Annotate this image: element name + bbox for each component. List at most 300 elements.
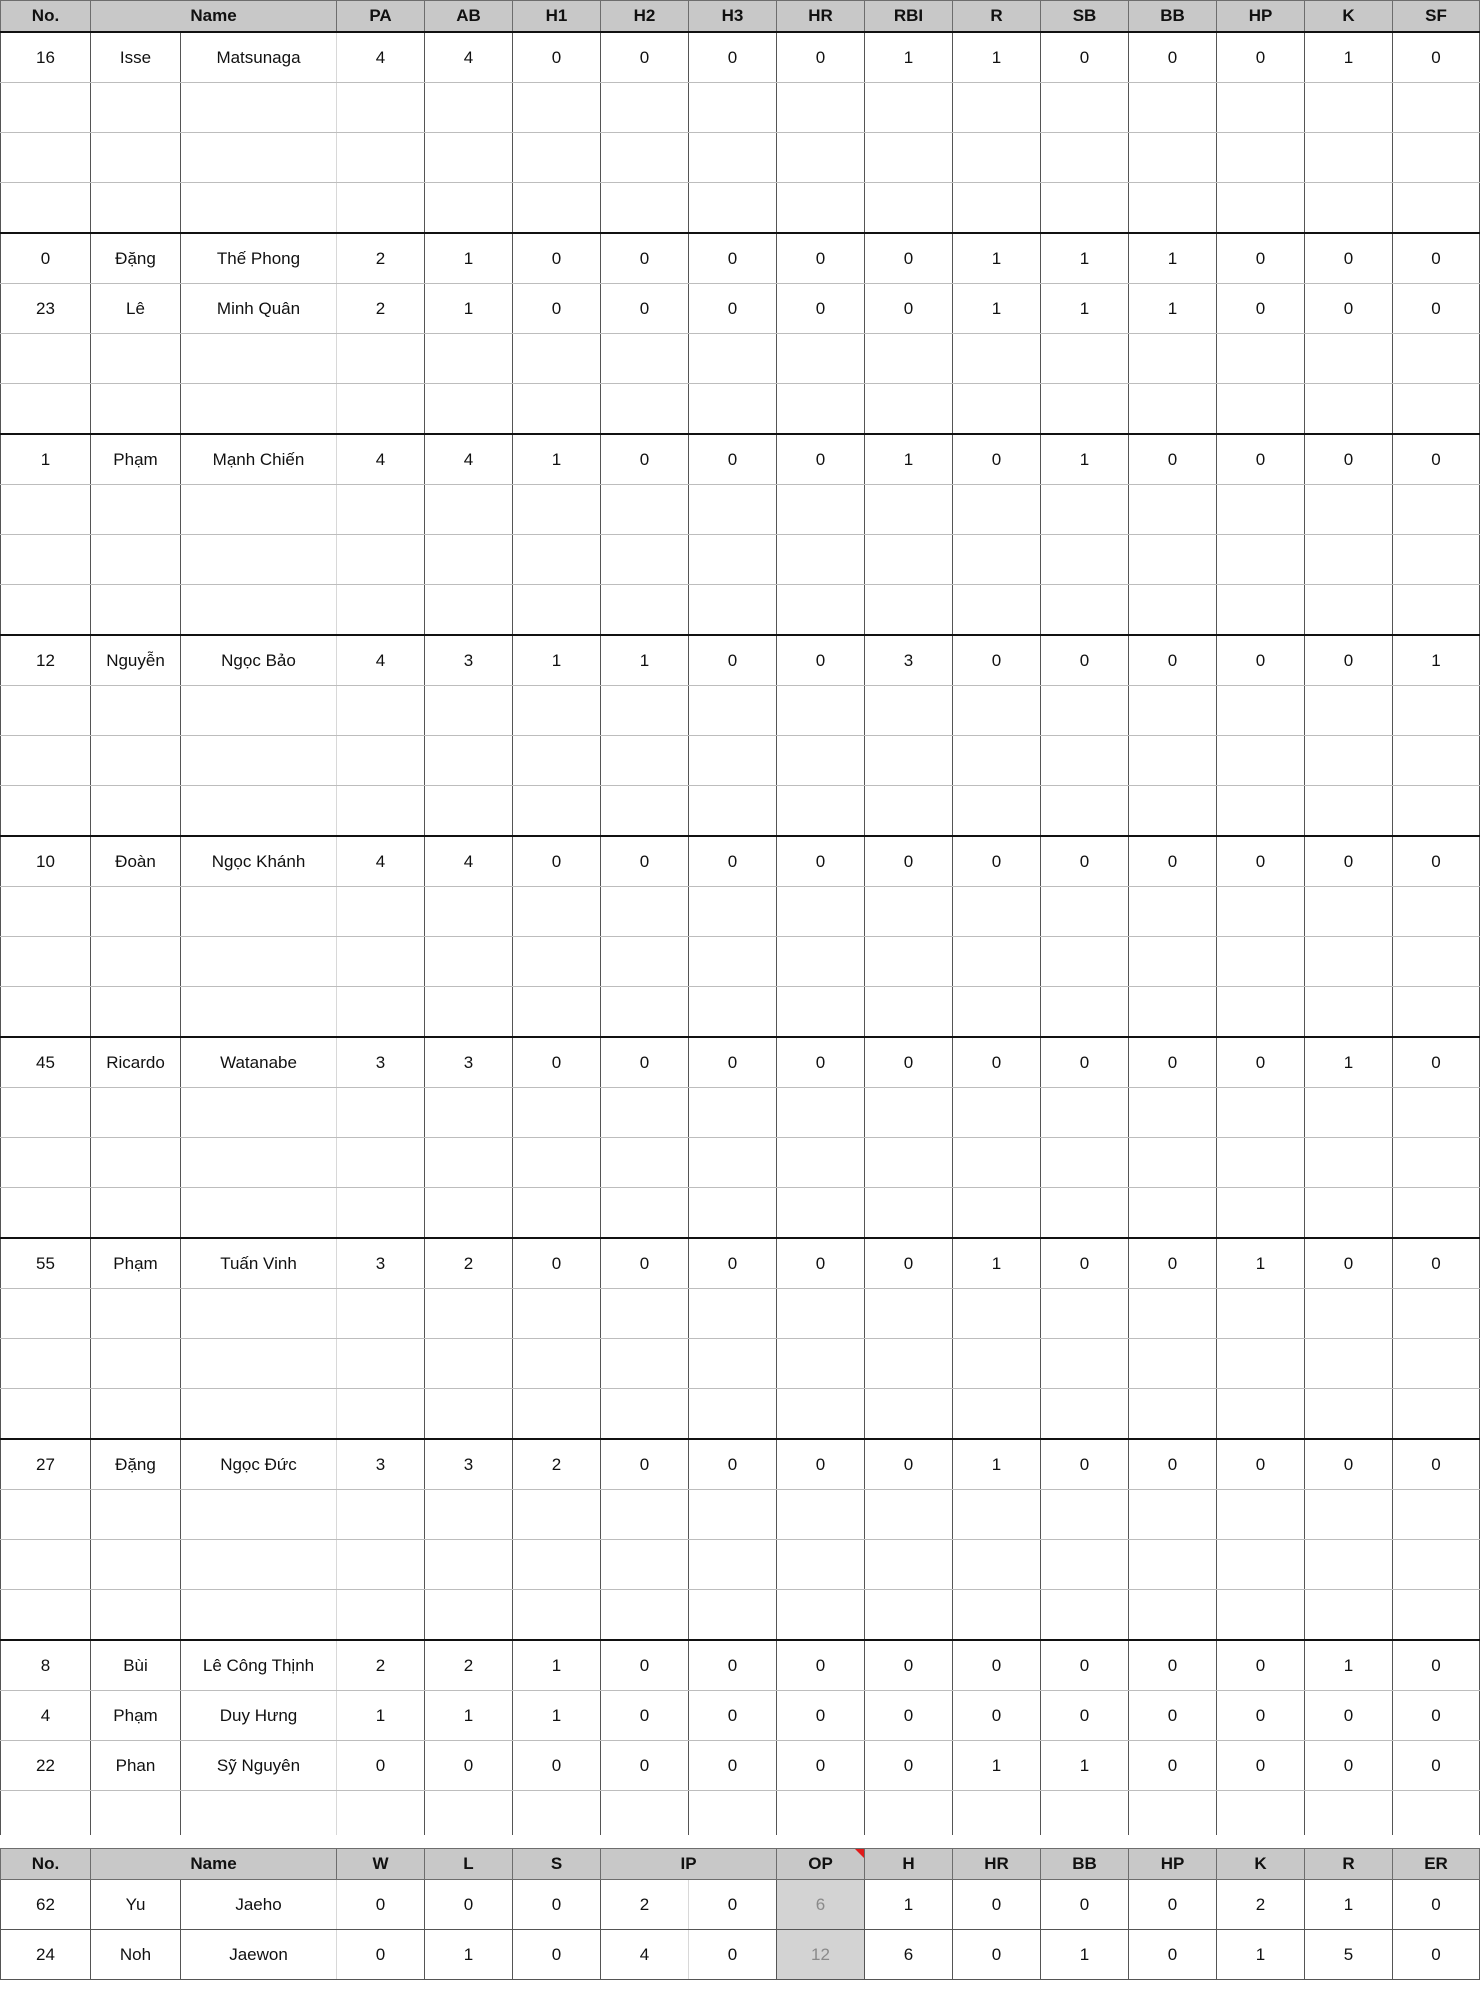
empty-cell[interactable]: [91, 133, 181, 183]
empty-cell[interactable]: [1129, 384, 1217, 435]
empty-cell[interactable]: [337, 1490, 425, 1540]
stat-cell[interactable]: 2: [425, 1640, 513, 1691]
empty-cell[interactable]: [1129, 133, 1217, 183]
empty-cell[interactable]: [865, 987, 953, 1038]
empty-cell[interactable]: [777, 334, 865, 384]
stat-cell[interactable]: 0: [777, 32, 865, 83]
empty-cell[interactable]: [513, 1138, 601, 1188]
header-name[interactable]: Name: [91, 1, 337, 33]
empty-cell[interactable]: [1129, 1339, 1217, 1389]
empty-cell[interactable]: [953, 686, 1041, 736]
stat-cell[interactable]: 1: [953, 1741, 1041, 1791]
empty-cell[interactable]: [1041, 1540, 1129, 1590]
header-sf[interactable]: SF: [1393, 1, 1480, 33]
empty-cell[interactable]: [1217, 1490, 1305, 1540]
player-number[interactable]: 8: [1, 1640, 91, 1691]
player-number[interactable]: 0: [1, 233, 91, 284]
empty-cell[interactable]: [1217, 83, 1305, 133]
empty-cell[interactable]: [1129, 585, 1217, 636]
stat-cell[interactable]: 0: [601, 1640, 689, 1691]
empty-cell[interactable]: [1393, 786, 1480, 837]
stat-cell[interactable]: 3: [425, 635, 513, 686]
empty-cell[interactable]: [425, 1389, 513, 1440]
empty-cell[interactable]: [337, 736, 425, 786]
empty-cell[interactable]: [181, 736, 337, 786]
empty-cell[interactable]: [425, 686, 513, 736]
empty-cell[interactable]: [1217, 686, 1305, 736]
empty-cell[interactable]: [425, 1088, 513, 1138]
empty-cell[interactable]: [513, 736, 601, 786]
stat-cell[interactable]: 0: [1393, 434, 1480, 485]
stat-cell[interactable]: 0: [953, 1037, 1041, 1088]
player-first-name[interactable]: Đặng: [91, 233, 181, 284]
header-hp[interactable]: HP: [1217, 1, 1305, 33]
empty-cell[interactable]: [513, 987, 601, 1038]
stat-cell[interactable]: 4: [425, 434, 513, 485]
stat-cell[interactable]: 0: [1393, 284, 1480, 334]
header-ab[interactable]: AB: [425, 1, 513, 33]
stat-cell[interactable]: 0: [425, 1741, 513, 1791]
empty-cell[interactable]: [689, 1188, 777, 1239]
stat-k[interactable]: 2: [1217, 1880, 1305, 1930]
stat-cell[interactable]: 4: [337, 32, 425, 83]
empty-cell[interactable]: [865, 334, 953, 384]
empty-cell[interactable]: [1, 535, 91, 585]
stat-cell[interactable]: 0: [953, 836, 1041, 887]
empty-cell[interactable]: [425, 937, 513, 987]
empty-cell[interactable]: [513, 585, 601, 636]
stat-cell[interactable]: 0: [1129, 32, 1217, 83]
empty-cell[interactable]: [1305, 133, 1393, 183]
empty-cell[interactable]: [1041, 1289, 1129, 1339]
empty-cell[interactable]: [689, 786, 777, 837]
empty-cell[interactable]: [953, 887, 1041, 937]
empty-cell[interactable]: [689, 384, 777, 435]
empty-cell[interactable]: [91, 1088, 181, 1138]
empty-cell[interactable]: [91, 183, 181, 234]
empty-cell[interactable]: [1129, 334, 1217, 384]
empty-cell[interactable]: [91, 334, 181, 384]
empty-cell[interactable]: [1393, 1289, 1480, 1339]
player-last-name[interactable]: Matsunaga: [181, 32, 337, 83]
empty-cell[interactable]: [777, 384, 865, 435]
empty-cell[interactable]: [1305, 535, 1393, 585]
empty-cell[interactable]: [689, 1339, 777, 1389]
empty-cell[interactable]: [1129, 183, 1217, 234]
empty-cell[interactable]: [1217, 183, 1305, 234]
empty-cell[interactable]: [601, 686, 689, 736]
stat-cell[interactable]: 0: [601, 836, 689, 887]
stat-hr[interactable]: 0: [953, 1880, 1041, 1930]
empty-cell[interactable]: [953, 384, 1041, 435]
stat-cell[interactable]: 3: [337, 1238, 425, 1289]
empty-cell[interactable]: [1393, 183, 1480, 234]
header-h3[interactable]: H3: [689, 1, 777, 33]
empty-cell[interactable]: [181, 1339, 337, 1389]
empty-cell[interactable]: [865, 1088, 953, 1138]
empty-cell[interactable]: [865, 1289, 953, 1339]
empty-cell[interactable]: [91, 1188, 181, 1239]
empty-cell[interactable]: [91, 1791, 181, 1842]
stat-s[interactable]: 0: [513, 1930, 601, 1980]
empty-cell[interactable]: [601, 1490, 689, 1540]
empty-cell[interactable]: [865, 133, 953, 183]
stat-cell[interactable]: 0: [1129, 635, 1217, 686]
empty-cell[interactable]: [1217, 736, 1305, 786]
stat-cell[interactable]: 0: [689, 1691, 777, 1741]
empty-cell[interactable]: [513, 1540, 601, 1590]
stat-cell[interactable]: 0: [1041, 1640, 1129, 1691]
empty-cell[interactable]: [337, 686, 425, 736]
stat-cell[interactable]: 1: [1041, 434, 1129, 485]
header-hr[interactable]: HR: [953, 1849, 1041, 1880]
stat-cell[interactable]: 0: [865, 836, 953, 887]
empty-cell[interactable]: [1, 1389, 91, 1440]
empty-cell[interactable]: [1305, 1791, 1393, 1842]
stat-cell[interactable]: 1: [1041, 233, 1129, 284]
empty-cell[interactable]: [1305, 1289, 1393, 1339]
empty-cell[interactable]: [1393, 485, 1480, 535]
player-number[interactable]: 22: [1, 1741, 91, 1791]
empty-cell[interactable]: [1, 1289, 91, 1339]
stat-cell[interactable]: 0: [777, 1238, 865, 1289]
empty-cell[interactable]: [91, 1339, 181, 1389]
stat-cell[interactable]: 0: [1041, 1238, 1129, 1289]
empty-cell[interactable]: [1, 384, 91, 435]
empty-cell[interactable]: [777, 887, 865, 937]
empty-cell[interactable]: [953, 585, 1041, 636]
empty-cell[interactable]: [1393, 535, 1480, 585]
empty-cell[interactable]: [1305, 887, 1393, 937]
empty-cell[interactable]: [181, 887, 337, 937]
empty-cell[interactable]: [1041, 384, 1129, 435]
empty-cell[interactable]: [1041, 1339, 1129, 1389]
empty-cell[interactable]: [1041, 1088, 1129, 1138]
header-k[interactable]: K: [1217, 1849, 1305, 1880]
header-hr[interactable]: HR: [777, 1, 865, 33]
empty-cell[interactable]: [1393, 686, 1480, 736]
empty-cell[interactable]: [601, 1540, 689, 1590]
empty-cell[interactable]: [513, 133, 601, 183]
stat-cell[interactable]: 1: [953, 1439, 1041, 1490]
stat-cell[interactable]: 0: [601, 32, 689, 83]
empty-cell[interactable]: [425, 1188, 513, 1239]
empty-cell[interactable]: [1393, 133, 1480, 183]
empty-cell[interactable]: [513, 1590, 601, 1641]
empty-cell[interactable]: [513, 1188, 601, 1239]
stat-cell[interactable]: 0: [777, 434, 865, 485]
empty-cell[interactable]: [181, 786, 337, 837]
empty-cell[interactable]: [1217, 786, 1305, 837]
stat-cell[interactable]: 1: [1305, 1640, 1393, 1691]
empty-cell[interactable]: [689, 1590, 777, 1641]
empty-cell[interactable]: [1041, 334, 1129, 384]
stat-cell[interactable]: 1: [513, 1640, 601, 1691]
empty-cell[interactable]: [689, 1389, 777, 1440]
stat-cell[interactable]: 0: [1305, 1691, 1393, 1741]
empty-cell[interactable]: [337, 1540, 425, 1590]
empty-cell[interactable]: [1393, 1590, 1480, 1641]
stat-cell[interactable]: 0: [1217, 1037, 1305, 1088]
pitcher-first-name[interactable]: Yu: [91, 1880, 181, 1930]
empty-cell[interactable]: [1393, 987, 1480, 1038]
empty-cell[interactable]: [865, 485, 953, 535]
empty-cell[interactable]: [1393, 1188, 1480, 1239]
empty-cell[interactable]: [777, 1138, 865, 1188]
empty-cell[interactable]: [601, 535, 689, 585]
empty-cell[interactable]: [953, 1339, 1041, 1389]
player-first-name[interactable]: Bùi: [91, 1640, 181, 1691]
stat-cell[interactable]: 2: [337, 284, 425, 334]
empty-cell[interactable]: [1, 1490, 91, 1540]
stat-cell[interactable]: 0: [513, 284, 601, 334]
empty-cell[interactable]: [953, 1188, 1041, 1239]
empty-cell[interactable]: [689, 736, 777, 786]
empty-cell[interactable]: [1041, 786, 1129, 837]
stat-cell[interactable]: 0: [1129, 1691, 1217, 1741]
empty-cell[interactable]: [1217, 1088, 1305, 1138]
stat-cell[interactable]: 1: [1041, 1741, 1129, 1791]
empty-cell[interactable]: [1129, 535, 1217, 585]
stat-cell[interactable]: 0: [513, 32, 601, 83]
player-number[interactable]: 4: [1, 1691, 91, 1741]
stat-cell[interactable]: 0: [689, 233, 777, 284]
empty-cell[interactable]: [181, 1138, 337, 1188]
empty-cell[interactable]: [1041, 987, 1129, 1038]
header-op[interactable]: [777, 1849, 865, 1880]
empty-cell[interactable]: [777, 736, 865, 786]
empty-cell[interactable]: [513, 887, 601, 937]
empty-cell[interactable]: [689, 83, 777, 133]
stat-cell[interactable]: 1: [953, 233, 1041, 284]
empty-cell[interactable]: [337, 133, 425, 183]
empty-cell[interactable]: [425, 384, 513, 435]
empty-cell[interactable]: [425, 1289, 513, 1339]
empty-cell[interactable]: [1129, 1490, 1217, 1540]
header-h[interactable]: H: [865, 1849, 953, 1880]
empty-cell[interactable]: [1129, 1540, 1217, 1590]
player-number[interactable]: 10: [1, 836, 91, 887]
empty-cell[interactable]: [1217, 1339, 1305, 1389]
pitcher-last-name[interactable]: Jaeho: [181, 1880, 337, 1930]
empty-cell[interactable]: [1, 1590, 91, 1641]
empty-cell[interactable]: [91, 1490, 181, 1540]
stat-cell[interactable]: 0: [865, 284, 953, 334]
empty-cell[interactable]: [865, 1188, 953, 1239]
stat-cell[interactable]: 0: [953, 1640, 1041, 1691]
player-last-name[interactable]: Duy Hưng: [181, 1691, 337, 1741]
stat-cell[interactable]: 1: [1041, 284, 1129, 334]
stat-cell[interactable]: 0: [689, 284, 777, 334]
empty-cell[interactable]: [601, 485, 689, 535]
stat-cell[interactable]: 0: [1129, 1439, 1217, 1490]
empty-cell[interactable]: [1041, 1138, 1129, 1188]
empty-cell[interactable]: [865, 1490, 953, 1540]
empty-cell[interactable]: [601, 1289, 689, 1339]
header-bb[interactable]: BB: [1041, 1849, 1129, 1880]
stat-s[interactable]: 0: [513, 1880, 601, 1930]
empty-cell[interactable]: [1041, 1590, 1129, 1641]
empty-cell[interactable]: [1129, 83, 1217, 133]
empty-cell[interactable]: [601, 133, 689, 183]
stat-cell[interactable]: 0: [777, 1691, 865, 1741]
empty-cell[interactable]: [689, 1791, 777, 1842]
empty-cell[interactable]: [91, 1590, 181, 1641]
player-number[interactable]: 27: [1, 1439, 91, 1490]
empty-cell[interactable]: [1, 736, 91, 786]
stat-cell[interactable]: 0: [601, 1691, 689, 1741]
empty-cell[interactable]: [1129, 1389, 1217, 1440]
empty-cell[interactable]: [1129, 937, 1217, 987]
stat-ip-part[interactable]: 0: [689, 1930, 777, 1980]
pitcher-last-name[interactable]: Jaewon: [181, 1930, 337, 1980]
stat-ip-part[interactable]: 0: [689, 1880, 777, 1930]
stat-cell[interactable]: 0: [953, 1691, 1041, 1741]
empty-cell[interactable]: [1, 1540, 91, 1590]
empty-cell[interactable]: [1305, 1138, 1393, 1188]
empty-cell[interactable]: [425, 535, 513, 585]
empty-cell[interactable]: [181, 585, 337, 636]
stat-cell[interactable]: 0: [777, 635, 865, 686]
empty-cell[interactable]: [337, 334, 425, 384]
empty-cell[interactable]: [1305, 1389, 1393, 1440]
stat-cell[interactable]: 0: [1217, 1439, 1305, 1490]
empty-cell[interactable]: [777, 686, 865, 736]
stat-cell[interactable]: 0: [865, 233, 953, 284]
empty-cell[interactable]: [1305, 334, 1393, 384]
stat-cell[interactable]: 0: [1305, 1741, 1393, 1791]
empty-cell[interactable]: [777, 1289, 865, 1339]
header-hp[interactable]: HP: [1129, 1849, 1217, 1880]
empty-cell[interactable]: [601, 1188, 689, 1239]
empty-cell[interactable]: [777, 133, 865, 183]
stat-cell[interactable]: 0: [1129, 1741, 1217, 1791]
stat-cell[interactable]: 1: [601, 635, 689, 686]
stat-cell[interactable]: 1: [1129, 233, 1217, 284]
empty-cell[interactable]: [953, 535, 1041, 585]
empty-cell[interactable]: [425, 887, 513, 937]
stat-cell[interactable]: 0: [601, 284, 689, 334]
stat-cell[interactable]: 0: [513, 233, 601, 284]
empty-cell[interactable]: [1393, 384, 1480, 435]
stat-cell[interactable]: 0: [777, 1037, 865, 1088]
stat-cell[interactable]: 0: [1041, 1037, 1129, 1088]
stat-cell[interactable]: 0: [1305, 1439, 1393, 1490]
empty-cell[interactable]: [1041, 736, 1129, 786]
empty-cell[interactable]: [601, 987, 689, 1038]
empty-cell[interactable]: [601, 384, 689, 435]
stat-cell[interactable]: 0: [1217, 284, 1305, 334]
stat-cell[interactable]: 0: [1305, 635, 1393, 686]
empty-cell[interactable]: [1041, 1490, 1129, 1540]
stat-cell[interactable]: 0: [513, 1741, 601, 1791]
empty-cell[interactable]: [1217, 384, 1305, 435]
header-k[interactable]: K: [1305, 1, 1393, 33]
player-last-name[interactable]: Watanabe: [181, 1037, 337, 1088]
empty-cell[interactable]: [1217, 987, 1305, 1038]
empty-cell[interactable]: [1, 887, 91, 937]
empty-cell[interactable]: [513, 334, 601, 384]
stat-cell[interactable]: 1: [865, 434, 953, 485]
empty-cell[interactable]: [337, 1339, 425, 1389]
stat-cell[interactable]: 1: [1305, 32, 1393, 83]
empty-cell[interactable]: [1217, 1188, 1305, 1239]
empty-cell[interactable]: [953, 786, 1041, 837]
empty-cell[interactable]: [1041, 585, 1129, 636]
empty-cell[interactable]: [1393, 887, 1480, 937]
stat-cell[interactable]: 0: [1305, 434, 1393, 485]
empty-cell[interactable]: [181, 1540, 337, 1590]
empty-cell[interactable]: [865, 1339, 953, 1389]
header-r[interactable]: R: [1305, 1849, 1393, 1880]
empty-cell[interactable]: [1041, 1188, 1129, 1239]
empty-cell[interactable]: [1129, 1791, 1217, 1842]
stat-cell[interactable]: 0: [513, 1037, 601, 1088]
empty-cell[interactable]: [601, 83, 689, 133]
empty-cell[interactable]: [601, 183, 689, 234]
stat-cell[interactable]: 2: [337, 233, 425, 284]
stat-l[interactable]: 0: [425, 1880, 513, 1930]
header-no[interactable]: No.: [1, 1, 91, 33]
empty-cell[interactable]: [1, 183, 91, 234]
empty-cell[interactable]: [601, 786, 689, 837]
empty-cell[interactable]: [91, 1540, 181, 1590]
player-first-name[interactable]: Nguyễn: [91, 635, 181, 686]
header-h1[interactable]: H1: [513, 1, 601, 33]
stat-cell[interactable]: 0: [1129, 1640, 1217, 1691]
stat-cell[interactable]: 0: [1393, 836, 1480, 887]
empty-cell[interactable]: [181, 133, 337, 183]
empty-cell[interactable]: [337, 183, 425, 234]
empty-cell[interactable]: [777, 1590, 865, 1641]
empty-cell[interactable]: [513, 686, 601, 736]
empty-cell[interactable]: [1393, 585, 1480, 636]
empty-cell[interactable]: [601, 887, 689, 937]
stat-cell[interactable]: 0: [337, 1741, 425, 1791]
empty-cell[interactable]: [337, 1791, 425, 1842]
empty-cell[interactable]: [181, 1490, 337, 1540]
empty-cell[interactable]: [425, 987, 513, 1038]
empty-cell[interactable]: [425, 83, 513, 133]
stat-cell[interactable]: 0: [689, 32, 777, 83]
empty-cell[interactable]: [1129, 987, 1217, 1038]
empty-cell[interactable]: [865, 83, 953, 133]
stat-cell[interactable]: 0: [1305, 233, 1393, 284]
stat-cell[interactable]: 0: [1393, 1691, 1480, 1741]
empty-cell[interactable]: [865, 937, 953, 987]
empty-cell[interactable]: [1393, 83, 1480, 133]
player-first-name[interactable]: Phạm: [91, 1238, 181, 1289]
empty-cell[interactable]: [1217, 133, 1305, 183]
empty-cell[interactable]: [1217, 1138, 1305, 1188]
empty-cell[interactable]: [865, 384, 953, 435]
empty-cell[interactable]: [1041, 937, 1129, 987]
stat-h[interactable]: 6: [865, 1930, 953, 1980]
stat-cell[interactable]: 3: [425, 1037, 513, 1088]
empty-cell[interactable]: [1305, 786, 1393, 837]
stat-cell[interactable]: 1: [1305, 1037, 1393, 1088]
header-no[interactable]: No.: [1, 1849, 91, 1880]
player-first-name[interactable]: Phạm: [91, 434, 181, 485]
player-number[interactable]: 16: [1, 32, 91, 83]
empty-cell[interactable]: [1041, 183, 1129, 234]
empty-cell[interactable]: [1217, 485, 1305, 535]
empty-cell[interactable]: [513, 1339, 601, 1389]
empty-cell[interactable]: [953, 736, 1041, 786]
stat-cell[interactable]: 1: [1393, 635, 1480, 686]
stat-cell[interactable]: 0: [513, 1238, 601, 1289]
player-last-name[interactable]: Lê Công Thịnh: [181, 1640, 337, 1691]
